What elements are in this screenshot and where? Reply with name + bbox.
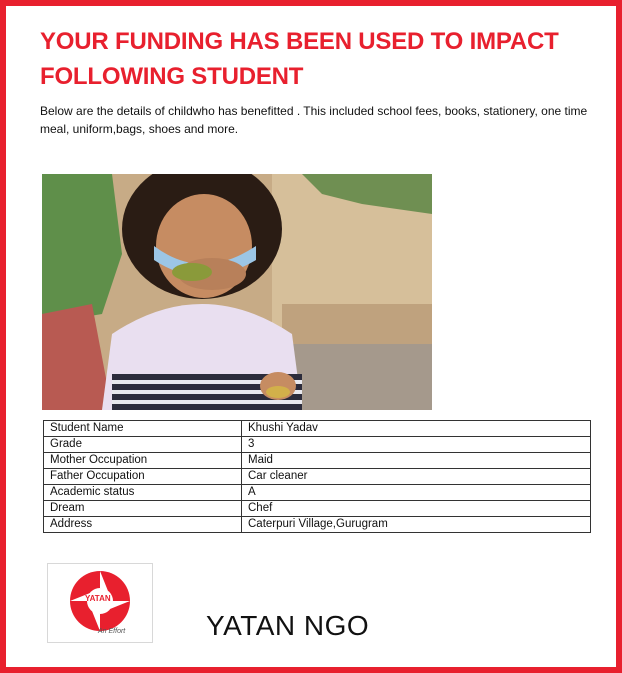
- yatan-logo: [47, 563, 153, 643]
- detail-value: Caterpuri Village,Gurugram: [242, 517, 591, 533]
- intro-paragraph: Below are the details of childwho has benefitted . This included school fees, books, stationery, one time meal, uniform,bags, shoes and more.: [40, 104, 588, 136]
- detail-label: Mother Occupation: [44, 453, 242, 469]
- organization-name: YATAN NGO: [206, 610, 370, 641]
- details-row: [44, 453, 591, 469]
- detail-value: 3: [242, 437, 591, 453]
- detail-label: Address: [44, 517, 242, 533]
- detail-value: Maid: [242, 453, 591, 469]
- details-row: [44, 421, 591, 437]
- logo-name: YATAN: [85, 594, 111, 603]
- detail-label: Dream: [44, 501, 242, 517]
- details-row: [44, 485, 591, 501]
- title-line-2: FOLLOWING STUDENT: [40, 63, 304, 90]
- detail-value: Khushi Yadav: [242, 421, 591, 437]
- detail-value: Car cleaner: [242, 469, 591, 485]
- details-row: [44, 437, 591, 453]
- detail-label: Father Occupation: [44, 469, 242, 485]
- logo-tagline: An Effort: [98, 628, 126, 635]
- detail-value: A: [242, 485, 591, 501]
- details-row: [44, 469, 591, 485]
- student-photo: [42, 174, 432, 410]
- title-line-1: YOUR FUNDING HAS BEEN USED TO IMPACT: [40, 28, 559, 55]
- detail-label: Academic status: [44, 485, 242, 501]
- details-row: [44, 501, 591, 517]
- detail-label: Student Name: [44, 421, 242, 437]
- student-details-table: [43, 420, 591, 533]
- page-title: [40, 24, 600, 94]
- detail-label: Grade: [44, 437, 242, 453]
- details-row: [44, 517, 591, 533]
- detail-value: Chef: [242, 501, 591, 517]
